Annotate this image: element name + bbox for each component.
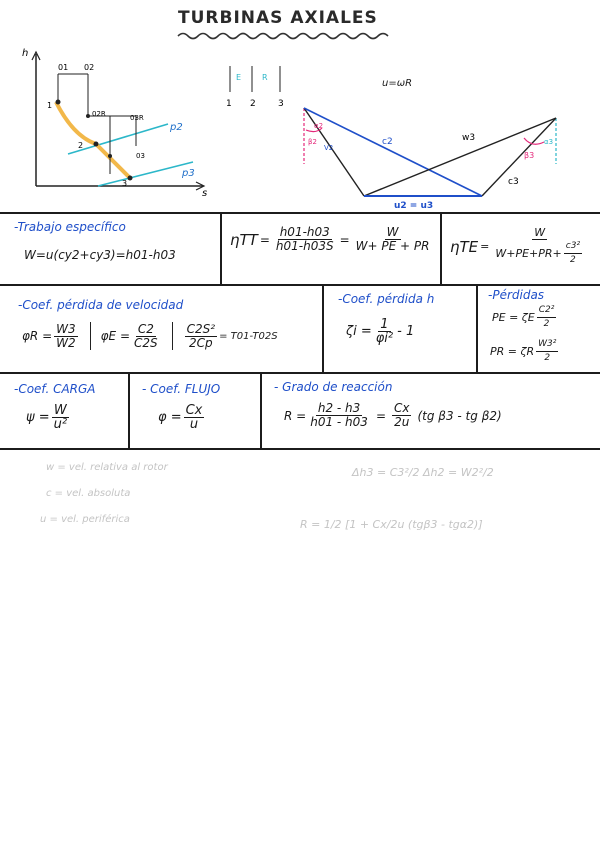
pe-num: C2²: [537, 304, 557, 318]
frac2-den: W+ PE + PR: [355, 239, 430, 253]
stage-e-label: E: [236, 73, 242, 82]
pr-formula: [490, 338, 560, 365]
phi-r-num: W3: [56, 321, 76, 336]
beta3-label: β3: [524, 151, 535, 160]
title-underline: [176, 31, 396, 41]
flow-formula: [158, 404, 206, 431]
c2-label: c2: [382, 137, 393, 147]
stage-3-label: 3: [278, 99, 284, 109]
flow-lhs: φ =: [158, 410, 182, 425]
flow-num: Cx: [185, 403, 203, 418]
load-num: W: [53, 403, 67, 418]
flow-den: u: [189, 417, 199, 432]
frac3-den: W+PE+PR+: [495, 247, 562, 260]
zeta-lhs: ζi =: [346, 324, 372, 339]
label-03: 03: [136, 152, 145, 160]
reaction-den2: 2u: [394, 415, 410, 429]
u-formula: u=ωR: [382, 78, 413, 89]
frac3-num: W: [534, 226, 546, 239]
w3-label: w3: [462, 133, 476, 143]
vdivider-4: [476, 284, 478, 372]
vdivider-2: [440, 212, 442, 284]
pe-den: 2: [543, 319, 550, 329]
work-formula: W=u(cy2+cy3)=h01-h03: [24, 248, 176, 262]
stage-1-label: 1: [226, 99, 232, 109]
zeta-rest: - 1: [397, 324, 415, 339]
pe-formula: [492, 304, 558, 331]
losses-heading: -Pérdidas: [488, 288, 545, 302]
reaction-heading: - Grado de reacción: [274, 380, 393, 394]
label-2: 2: [78, 141, 84, 150]
zeta-num: 1: [380, 317, 389, 332]
pr-den: 2: [544, 353, 551, 363]
tail-den: 2Cp: [189, 335, 213, 350]
hs-diagram: [18, 46, 228, 206]
h-loss-formula: [346, 318, 414, 345]
u-label: u2 = u3: [394, 201, 434, 210]
axis-s-label: s: [202, 188, 208, 199]
alpha3-label: α3: [544, 138, 554, 146]
phi-e-den: C2S: [134, 335, 158, 350]
label-02R: 02R: [92, 110, 106, 118]
bleed-line-3: u = vel. periférica: [40, 514, 130, 525]
h-loss-heading: -Coef. pérdida h: [338, 292, 435, 306]
vdivider-6: [260, 372, 262, 448]
pe-lhs: PE = ζE: [492, 311, 535, 324]
vdivider-1: [220, 212, 222, 284]
efficiency-tt: ηTT = $\frac{h01-h03}{h01-h03S}$ = $\frac{W}{W+ PE + PR}$: [230, 225, 430, 253]
c3-label: c3: [508, 177, 519, 187]
alpha2-label: α2: [314, 122, 324, 130]
eta-tt-frac1: [274, 226, 336, 253]
reaction-rest: (tg β3 - tg β2): [417, 408, 502, 423]
phi-e-num: C2: [137, 321, 154, 336]
v2-label: V2: [324, 144, 334, 152]
divider-1: [0, 212, 600, 214]
vdivider-3: [322, 284, 324, 372]
reaction-den1: h01 - h03: [310, 415, 368, 429]
tail-num: C2S²: [186, 321, 216, 336]
divider-4: [0, 448, 600, 450]
reaction-num2: Cx: [394, 401, 410, 415]
tail-rest: = T01-T02S: [219, 330, 278, 342]
efficiency-te: ηTE = W W+PE+PR+ $\frac{\text{c3²}}{2}$: [450, 226, 588, 267]
stage-r-label: R: [262, 73, 268, 82]
zeta-den: φi²: [375, 331, 394, 346]
phi-e-lhs: φE =: [100, 329, 130, 343]
divider-3: [0, 372, 600, 374]
pr-lhs: PR = ζR: [490, 345, 535, 358]
work-heading: -Trabajo específico: [14, 220, 126, 234]
pr-num: W3²: [536, 338, 558, 352]
velocity-loss-heading: -Coef. pérdida de velocidad: [18, 298, 184, 312]
beta2-label: β2: [308, 138, 317, 146]
frac2-num: W: [386, 225, 399, 239]
reaction-lhs: R =: [284, 408, 307, 423]
reaction-eq: =: [375, 408, 386, 423]
divider-2: [0, 284, 600, 286]
stage-2-label: 2: [250, 99, 256, 109]
bleed-formula-2: R = 1/2 [1 + Cx/2u (tgβ3 - tgα2)]: [300, 518, 483, 531]
label-1: 1: [47, 101, 53, 110]
eta-te-symbol: ηTE: [450, 237, 479, 256]
label-02: 02: [84, 63, 95, 72]
frac3-tail-num: c3²: [564, 240, 582, 254]
phi-r-lhs: φR =: [22, 329, 53, 343]
page-title: TURBINAS AXIALES: [178, 8, 378, 28]
phi-r-den: W2: [56, 335, 76, 350]
velocity-loss-formulas: [22, 322, 278, 350]
bleed-line-1: w = vel. relativa al rotor: [46, 462, 168, 473]
p2-label: p2: [170, 122, 183, 133]
p3-label: p3: [182, 168, 195, 179]
load-heading: -Coef. CARGA: [14, 382, 96, 396]
frac1-num: h01-h03: [279, 225, 330, 239]
label-03R: 03R: [130, 114, 144, 122]
reaction-formula: [284, 402, 502, 429]
vdivider-5: [128, 372, 130, 448]
stage-sketch: [222, 62, 292, 112]
load-formula: [26, 404, 71, 431]
eta-te-frac: [493, 226, 586, 267]
reaction-num1: h2 - h3: [317, 401, 361, 415]
axis-h-label: h: [22, 48, 29, 59]
bleed-line-2: c = vel. absoluta: [46, 488, 131, 499]
label-3: 3: [122, 179, 128, 188]
frac3-tail-den: 2: [570, 255, 576, 265]
label-01: 01: [58, 63, 69, 72]
frac1-den: h01-h03S: [275, 239, 334, 253]
load-den: u²: [53, 417, 68, 432]
eta-tt-symbol: ηTT: [230, 230, 258, 249]
velocity-triangle: [292, 100, 582, 210]
bleed-formula-1: Δh3 = C3²/2 Δh2 = W2²/2: [352, 466, 494, 479]
load-lhs: ψ =: [26, 410, 50, 425]
eta-tt-frac2: [354, 226, 432, 253]
flow-heading: - Coef. FLUJO: [142, 382, 221, 396]
